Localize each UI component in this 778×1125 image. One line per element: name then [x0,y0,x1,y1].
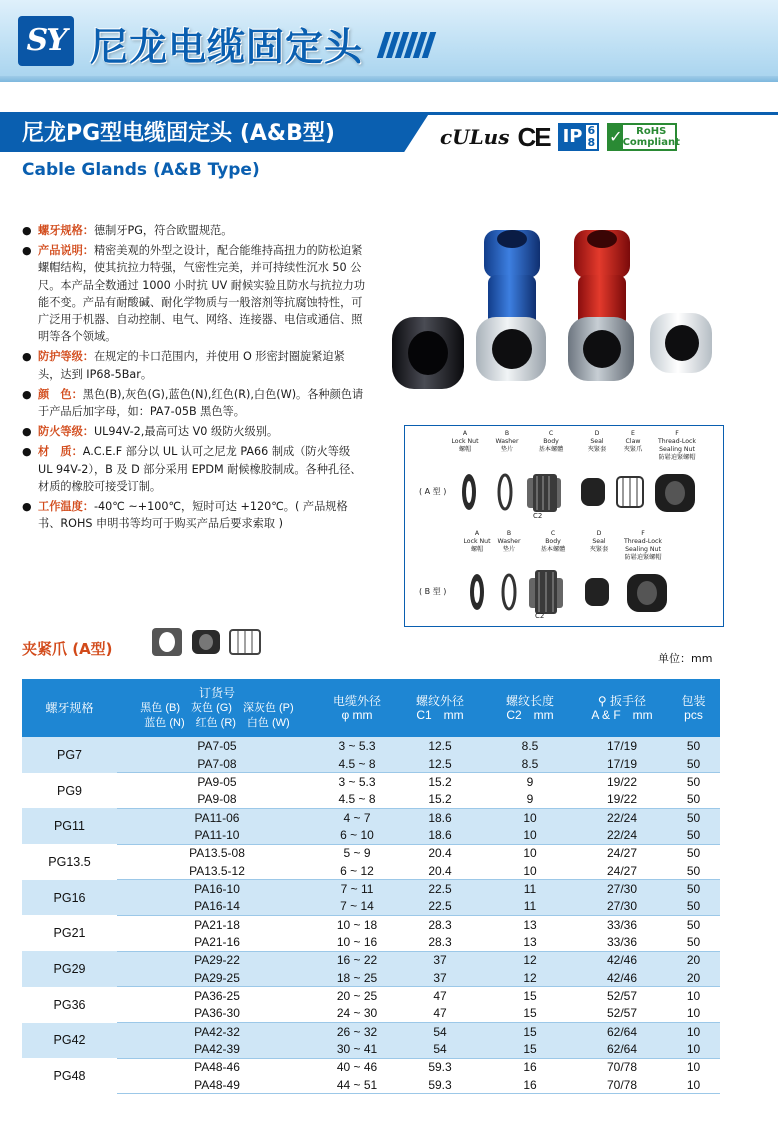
cell-cable-od: 7 ~ 11 [317,880,397,898]
blue-gland [484,230,540,327]
cell-thread-od: 15.2 [397,773,483,791]
cell-thread-length: 10 [483,826,577,844]
cell-thread-length: 10 [483,844,577,862]
cell-wrench: 70/78 [577,1058,667,1076]
cell-thread-spec: PG29 [22,951,117,987]
a-part-label: A Lock Nut 螺帽 [451,430,479,453]
cell-cable-od: 7 ~ 14 [317,898,397,916]
table-row [22,737,720,755]
cell-wrench: 19/22 [577,791,667,809]
cell-cable-od: 20 ~ 25 [317,987,397,1005]
a-part-label: E Claw 夾緊爪 [623,430,643,453]
spec-item: ● 螺牙规格：德制牙PG，符合欧盟规范。 [22,222,367,239]
cell-order-no: PA7-08 [117,755,317,773]
cell-cable-od: 3 ~ 5.3 [317,737,397,755]
table-row [22,773,720,791]
spec-item: ● 防护等级：在规定的卡口范围内，并使用 O 形密封圈旋紧迫紧头，达到 IP68-5Bar。 [22,348,367,382]
cell-order-no: PA42-32 [117,1023,317,1041]
cell-thread-od: 12.5 [397,737,483,755]
cell-cable-od: 40 ~ 46 [317,1058,397,1076]
cell-wrench: 27/30 [577,898,667,916]
cell-order-no: PA21-18 [117,915,317,933]
cell-thread-length: 9 [483,791,577,809]
cell-wrench: 22/24 [577,808,667,826]
table-row [22,1040,720,1058]
cell-wrench: 52/57 [577,1005,667,1023]
table-row [22,791,720,809]
cell-thread-length: 12 [483,951,577,969]
cell-order-no: PA13.5-12 [117,862,317,880]
top-banner [0,0,778,82]
cell-thread-od: 20.4 [397,862,483,880]
spec-item: ● 工作温度：-40℃ ~+100℃，短时可达 +120℃。( 产品规格书、ROHS 申明书等均可于购买产品后要求索取 ) [22,498,367,532]
cell-thread-spec: PG16 [22,880,117,916]
cell-wrench: 22/24 [577,826,667,844]
cell-order-no: PA29-22 [117,951,317,969]
cell-wrench: 42/46 [577,969,667,987]
cell-thread-od: 28.3 [397,915,483,933]
cell-thread-spec: PG7 [22,737,117,773]
cell-pack: 50 [667,755,720,773]
cell-thread-spec: PG21 [22,915,117,951]
red-gland [574,230,630,327]
cell-thread-od: 37 [397,969,483,987]
cell-cable-od: 24 ~ 30 [317,1005,397,1023]
header-wrench: ⚲ 扳手径 A & F mm [577,679,667,737]
cell-pack: 10 [667,1076,720,1094]
rohs-mark-icon: ✓ RoHS Compliant [607,123,677,151]
cell-order-no: PA7-05 [117,737,317,755]
cell-thread-length: 16 [483,1058,577,1076]
header-thread-length: 螺纹长度 C2 mm [483,679,577,737]
cell-wrench: 17/19 [577,755,667,773]
banner-title: 尼龙电缆固定头 [90,25,364,69]
table-row [22,1058,720,1076]
product-photo [388,225,718,405]
table-row [22,1005,720,1023]
header-pack: 包装 pcs [667,679,720,737]
cell-cable-od: 6 ~ 10 [317,826,397,844]
cell-thread-length: 15 [483,1023,577,1041]
brand-logo: SY [18,16,74,66]
cell-thread-length: 8.5 [483,755,577,773]
table-row [22,969,720,987]
cell-thread-od: 20.4 [397,844,483,862]
ul-mark-icon: cULus [440,125,510,149]
ce-mark-icon: CE [517,121,550,152]
certification-marks [440,121,680,152]
a-part-label: B Washer 垫片 [495,430,519,453]
cell-thread-od: 59.3 [397,1076,483,1094]
cell-wrench: 19/22 [577,773,667,791]
cell-wrench: 33/36 [577,933,667,951]
cell-wrench: 24/27 [577,844,667,862]
table-row [22,808,720,826]
cell-pack: 20 [667,951,720,969]
cell-cable-od: 6 ~ 12 [317,862,397,880]
cell-order-no: PA29-25 [117,969,317,987]
unit-label: 单位：mm [658,652,713,665]
cell-order-no: PA11-10 [117,826,317,844]
cell-thread-od: 54 [397,1040,483,1058]
b-part-label: B Washer 垫片 [497,530,521,553]
cell-order-no: PA48-46 [117,1058,317,1076]
cell-pack: 50 [667,898,720,916]
cell-pack: 20 [667,969,720,987]
header-thread: 螺牙规格 [22,679,117,737]
spec-item: ● 防火等级：UL94V-2,最高可达 V0 级防火级别。 [22,423,367,440]
cell-wrench: 52/57 [577,987,667,1005]
spec-table [22,679,720,1094]
cell-wrench: 62/64 [577,1023,667,1041]
cell-order-no: PA36-30 [117,1005,317,1023]
table-row [22,1076,720,1094]
b-c2-dimension: C2 [535,612,545,620]
cell-thread-od: 59.3 [397,1058,483,1076]
a-type-tag: ( A 型 ) [419,487,447,496]
cell-pack: 50 [667,737,720,755]
table-row [22,915,720,933]
cell-order-no: PA16-14 [117,898,317,916]
cell-order-no: PA13.5-08 [117,844,317,862]
cell-pack: 10 [667,987,720,1005]
cell-thread-length: 8.5 [483,737,577,755]
cell-wrench: 33/36 [577,915,667,933]
cell-pack: 50 [667,915,720,933]
cell-thread-od: 28.3 [397,933,483,951]
cell-wrench: 42/46 [577,951,667,969]
cell-cable-od: 4.5 ~ 8 [317,755,397,773]
cell-order-no: PA36-25 [117,987,317,1005]
cell-cable-od: 5 ~ 9 [317,844,397,862]
grey-gland [568,317,634,381]
cell-wrench: 24/27 [577,862,667,880]
table-row [22,880,720,898]
cell-thread-spec: PG36 [22,987,117,1023]
spec-item: ● 材 质：A.C.E.F 部分以 UL 认可之尼龙 PA66 制成（防火等级 UL 94V-2），B 及 D 部分采用 EPDM 耐候橡胶制成。各种孔径、材质的橡胶可接受订制。 [22,443,367,495]
wrench-icon: ⚲ [597,694,611,708]
cell-cable-od: 4.5 ~ 8 [317,791,397,809]
table-row [22,755,720,773]
cell-thread-od: 15.2 [397,791,483,809]
cell-thread-spec: PG9 [22,773,117,809]
claw-parts-image [148,622,266,662]
cell-wrench: 27/30 [577,880,667,898]
section-rule [400,112,778,115]
cell-pack: 50 [667,826,720,844]
b-type-tag: ( B 型 ) [419,587,447,596]
cell-order-no: PA9-08 [117,791,317,809]
cell-thread-od: 22.5 [397,898,483,916]
table-row [22,844,720,862]
cell-cable-od: 18 ~ 25 [317,969,397,987]
cell-thread-spec: PG11 [22,808,117,844]
table-row [22,987,720,1005]
cell-order-no: PA9-05 [117,773,317,791]
assembly-diagram [404,425,724,627]
cell-pack: 50 [667,808,720,826]
cell-pack: 50 [667,862,720,880]
cell-cable-od: 3 ~ 5.3 [317,773,397,791]
cell-thread-od: 22.5 [397,880,483,898]
claw-section-title: 夹紧爪 (A型) [22,640,113,658]
a-part-label: C Body 基本螺體 [538,430,564,453]
cell-order-no: PA48-49 [117,1076,317,1094]
cell-thread-length: 16 [483,1076,577,1094]
cell-cable-od: 26 ~ 32 [317,1023,397,1041]
table-row [22,898,720,916]
table-row [22,862,720,880]
spec-list [22,222,367,535]
table-header-row [22,679,720,737]
cell-pack: 10 [667,1023,720,1041]
cell-thread-length: 13 [483,915,577,933]
cell-pack: 50 [667,880,720,898]
cell-pack: 10 [667,1040,720,1058]
cell-order-no: PA11-06 [117,808,317,826]
cell-cable-od: 30 ~ 41 [317,1040,397,1058]
cell-pack: 50 [667,791,720,809]
cell-thread-length: 10 [483,808,577,826]
header-thread-od: 螺纹外径 C1 mm [397,679,483,737]
cell-cable-od: 4 ~ 7 [317,808,397,826]
a-c2-dimension: C2 [533,512,543,520]
section-title: 尼龙PG型电缆固定头 (A&B型) [22,121,335,146]
cell-wrench: 62/64 [577,1040,667,1058]
a-part-label: D Seal 夾緊套 [587,430,607,453]
cell-thread-length: 15 [483,987,577,1005]
cell-order-no: PA16-10 [117,880,317,898]
cell-thread-length: 11 [483,880,577,898]
cell-thread-spec: PG13.5 [22,844,117,880]
cell-thread-od: 54 [397,1023,483,1041]
cell-thread-spec: PG48 [22,1058,117,1094]
header-order: 订货号 黑色 (B) 灰色 (G) 深灰色 (P) 蓝色 (N) 红色 (R) 白色 (W) [117,679,317,737]
cell-thread-length: 10 [483,862,577,880]
cell-thread-od: 18.6 [397,826,483,844]
cell-thread-length: 12 [483,969,577,987]
section-subtitle: Cable Glands (A&B Type) [22,160,260,180]
cell-thread-length: 15 [483,1005,577,1023]
cell-thread-od: 47 [397,1005,483,1023]
b-part-label: C Body 基本螺體 [540,530,566,553]
cell-pack: 50 [667,844,720,862]
cell-wrench: 70/78 [577,1076,667,1094]
spec-item: ● 产品说明：精密美观的外型之设计，配合能维持高扭力的防松迫紧螺帽结构，使其抗拉力特强，气密性完美，并可持续性沉水 50 公尺。本产品全数通过 1000 小时抗 UV 耐候实验且防水与抗拉力功能不变。产品有耐酸碱、耐化学物质与一般溶剂等抗腐蚀特性，可广泛用于机器、自动控制、电气、网络、连接器、电信或通信、照明等各个领域。 [22,242,367,345]
cell-order-no: PA21-16 [117,933,317,951]
cell-thread-od: 18.6 [397,808,483,826]
ip68-mark-icon: IP 6 8 [558,123,600,151]
table-row [22,1023,720,1041]
b-part-label: D Seal 夾緊套 [589,530,609,553]
cell-pack: 50 [667,773,720,791]
cell-cable-od: 44 ~ 51 [317,1076,397,1094]
cell-wrench: 17/19 [577,737,667,755]
cell-order-no: PA42-39 [117,1040,317,1058]
table-row [22,826,720,844]
black-gland [392,317,464,389]
cell-cable-od: 10 ~ 18 [317,915,397,933]
table-row [22,951,720,969]
cell-pack: 50 [667,933,720,951]
cell-thread-length: 13 [483,933,577,951]
cell-thread-od: 12.5 [397,755,483,773]
white-gland [650,313,712,373]
b-part-label: A Lock Nut 螺帽 [463,530,491,553]
cell-thread-length: 11 [483,898,577,916]
a-type-parts-drawing [405,462,725,522]
light-grey-gland [476,317,546,381]
b-type-parts-drawing [405,562,725,622]
cell-pack: 10 [667,1005,720,1023]
header-cable: 电缆外径 φ mm [317,679,397,737]
table-row [22,933,720,951]
cell-thread-od: 37 [397,951,483,969]
spec-item: ● 颜 色：黑色(B),灰色(G),蓝色(N),红色(R),白色(W)。各种颜色请于产品后加字母，如：PA7-05B 黑色等。 [22,386,367,420]
banner-stripes-decoration [381,32,432,58]
cell-cable-od: 10 ~ 16 [317,933,397,951]
cell-cable-od: 16 ~ 22 [317,951,397,969]
b-part-label: F Thread-Lock Sealing Nut 防鬆迫緊螺帽 [624,530,662,561]
cell-thread-od: 47 [397,987,483,1005]
cell-thread-spec: PG42 [22,1023,117,1059]
a-part-label: F Thread-Lock Sealing Nut 防鬆迫緊螺帽 [658,430,696,461]
cell-pack: 10 [667,1058,720,1076]
cell-thread-length: 9 [483,773,577,791]
cell-thread-length: 15 [483,1040,577,1058]
